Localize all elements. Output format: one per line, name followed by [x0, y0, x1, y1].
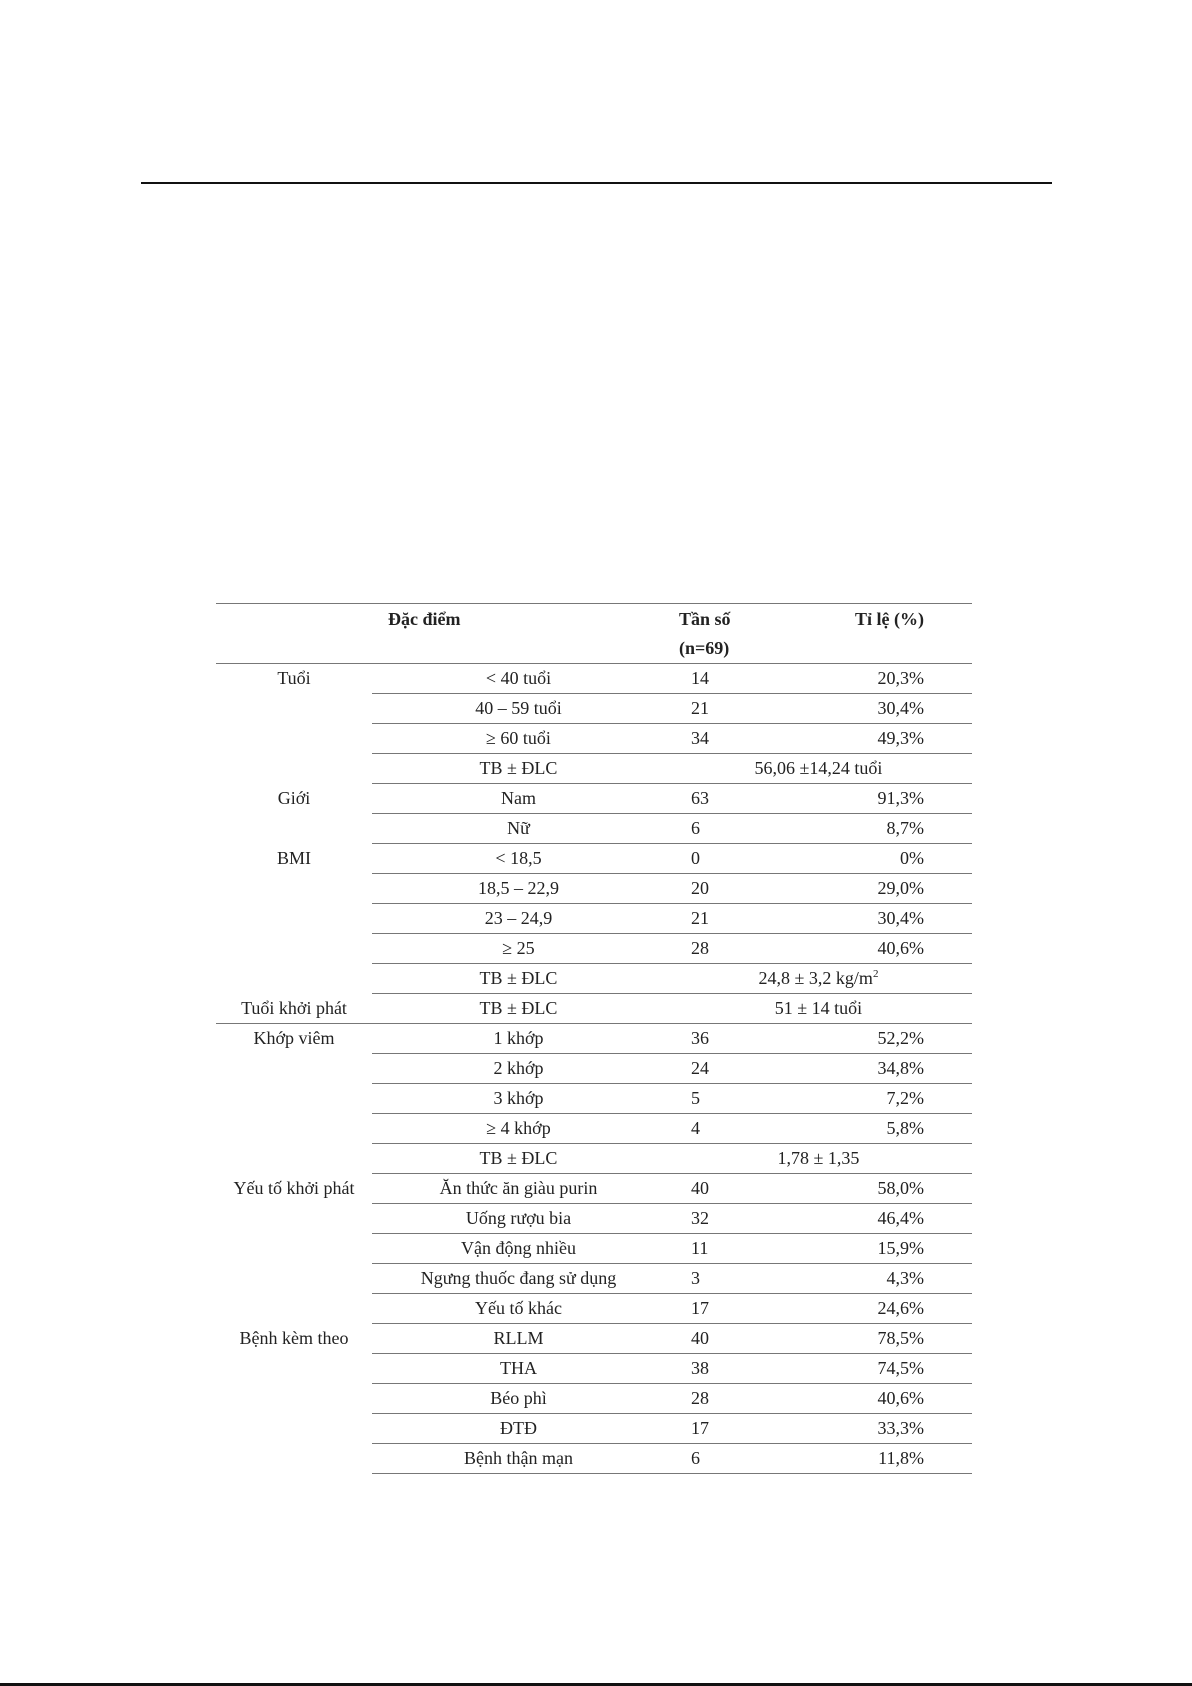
rate-cell: 5,8% — [789, 1114, 972, 1144]
group-label: Giới — [277, 787, 311, 808]
table-row — [216, 1174, 972, 1204]
rate-cell: 74,5% — [789, 1354, 972, 1384]
table-row — [216, 994, 972, 1024]
summary-text: 56,06 ±14,24 tuổi — [754, 758, 883, 778]
frequency-cell: 38 — [665, 1354, 789, 1384]
frequency-cell: 0 — [665, 844, 789, 874]
group-label: Tuổi — [277, 668, 311, 688]
group-label: Bệnh kèm theo — [239, 1327, 349, 1348]
sub-category: Nam — [372, 784, 665, 814]
table-header-row — [216, 604, 972, 664]
sub-category: < 18,5 — [372, 844, 665, 874]
frequency-cell: 21 — [665, 694, 789, 724]
rate-cell: 8,7% — [789, 814, 972, 844]
header-feature: Đặc điểm — [388, 609, 461, 629]
sub-category: Ăn thức ăn giàu purin — [372, 1174, 665, 1204]
sub-category: Nữ — [372, 814, 665, 844]
sub-category: TB ± ĐLC — [372, 754, 665, 784]
sub-category: 23 – 24,9 — [372, 904, 665, 934]
sub-category: 2 khớp — [372, 1054, 665, 1084]
sub-category: 1 khớp — [372, 1024, 665, 1054]
sub-category: Bệnh thận mạn — [372, 1444, 665, 1474]
frequency-cell: 28 — [665, 934, 789, 964]
rate-cell: 20,3% — [789, 664, 972, 694]
rate-cell: 30,4% — [789, 904, 972, 934]
sub-category: THA — [372, 1354, 665, 1384]
rate-cell: 11,8% — [789, 1444, 972, 1474]
sub-category: 40 – 59 tuổi — [372, 694, 665, 724]
frequency-cell: 17 — [665, 1294, 789, 1324]
summary-value — [665, 754, 972, 784]
summary-text: 24,8 ± 3,2 kg/m — [758, 968, 873, 988]
summary-value — [665, 964, 972, 994]
summary-text: 1,78 ± 1,35 — [777, 1148, 860, 1168]
rate-cell: 34,8% — [789, 1054, 972, 1084]
table-body — [216, 664, 972, 1474]
sub-category: < 40 tuổi — [372, 664, 665, 694]
group-label: BMI — [276, 847, 311, 868]
header-frequency-line2: (n=69) — [679, 638, 730, 658]
frequency-cell: 40 — [665, 1174, 789, 1204]
rate-cell: 46,4% — [789, 1204, 972, 1234]
frequency-cell: 36 — [665, 1024, 789, 1054]
frequency-cell: 3 — [665, 1264, 789, 1294]
rate-cell: 40,6% — [789, 934, 972, 964]
rate-cell: 29,0% — [789, 874, 972, 904]
rate-cell: 78,5% — [789, 1324, 972, 1354]
sub-category: ≥ 4 khớp — [372, 1114, 665, 1144]
rate-cell: 58,0% — [789, 1174, 972, 1204]
frequency-cell: 40 — [665, 1324, 789, 1354]
summary-value — [665, 994, 972, 1024]
header-rule — [141, 182, 1052, 184]
sub-category: Béo phì — [372, 1384, 665, 1414]
sub-category: TB ± ĐLC — [372, 994, 665, 1024]
sub-category: RLLM — [372, 1324, 665, 1354]
table-row — [216, 1324, 972, 1354]
table-row — [216, 844, 972, 874]
frequency-cell: 17 — [665, 1414, 789, 1444]
sub-category: ≥ 25 — [372, 934, 665, 964]
frequency-cell: 11 — [665, 1234, 789, 1264]
group-label: Yếu tố khởi phát — [233, 1177, 355, 1198]
sub-category: 3 khớp — [372, 1084, 665, 1114]
header-rate: Tỉ lệ (%) — [855, 609, 924, 629]
frequency-cell: 32 — [665, 1204, 789, 1234]
frequency-cell: 6 — [665, 1444, 789, 1474]
frequency-cell: 4 — [665, 1114, 789, 1144]
sub-category: TB ± ĐLC — [372, 1144, 665, 1174]
frequency-cell: 14 — [665, 664, 789, 694]
rate-cell: 33,3% — [789, 1414, 972, 1444]
table-row — [216, 1024, 972, 1054]
rate-cell: 49,3% — [789, 724, 972, 754]
summary-text: 51 ± 14 tuổi — [774, 998, 863, 1018]
rate-cell: 0% — [789, 844, 972, 874]
rate-cell: 40,6% — [789, 1384, 972, 1414]
summary-value — [665, 1144, 972, 1174]
rate-cell: 4,3% — [789, 1264, 972, 1294]
rate-cell: 91,3% — [789, 784, 972, 814]
frequency-cell: 24 — [665, 1054, 789, 1084]
header-frequency — [665, 604, 789, 664]
frequency-cell: 63 — [665, 784, 789, 814]
sub-category: Ngưng thuốc đang sử dụng — [372, 1264, 665, 1294]
characteristics-table — [216, 603, 972, 1474]
sub-category: ĐTĐ — [372, 1414, 665, 1444]
sub-category: ≥ 60 tuổi — [372, 724, 665, 754]
frequency-cell: 5 — [665, 1084, 789, 1114]
sub-category: 18,5 – 22,9 — [372, 874, 665, 904]
frequency-cell: 21 — [665, 904, 789, 934]
rate-cell: 30,4% — [789, 694, 972, 724]
header-frequency-line1: Tần số — [679, 609, 731, 629]
unit-superscript: 2 — [872, 968, 879, 980]
group-label: Tuổi khởi phát — [216, 994, 372, 1024]
sub-category: Vận động nhiều — [372, 1234, 665, 1264]
frequency-cell: 28 — [665, 1384, 789, 1414]
sub-category: Uống rượu bia — [372, 1204, 665, 1234]
rate-cell: 15,9% — [789, 1234, 972, 1264]
rate-cell: 24,6% — [789, 1294, 972, 1324]
table-row — [216, 664, 972, 694]
group-label: Khớp viêm — [253, 1028, 335, 1048]
frequency-cell: 34 — [665, 724, 789, 754]
sub-category: TB ± ĐLC — [372, 964, 665, 994]
rate-cell: 52,2% — [789, 1024, 972, 1054]
rate-cell: 7,2% — [789, 1084, 972, 1114]
frequency-cell: 20 — [665, 874, 789, 904]
frequency-cell: 6 — [665, 814, 789, 844]
sub-category: Yếu tố khác — [372, 1294, 665, 1324]
table-row — [216, 784, 972, 814]
